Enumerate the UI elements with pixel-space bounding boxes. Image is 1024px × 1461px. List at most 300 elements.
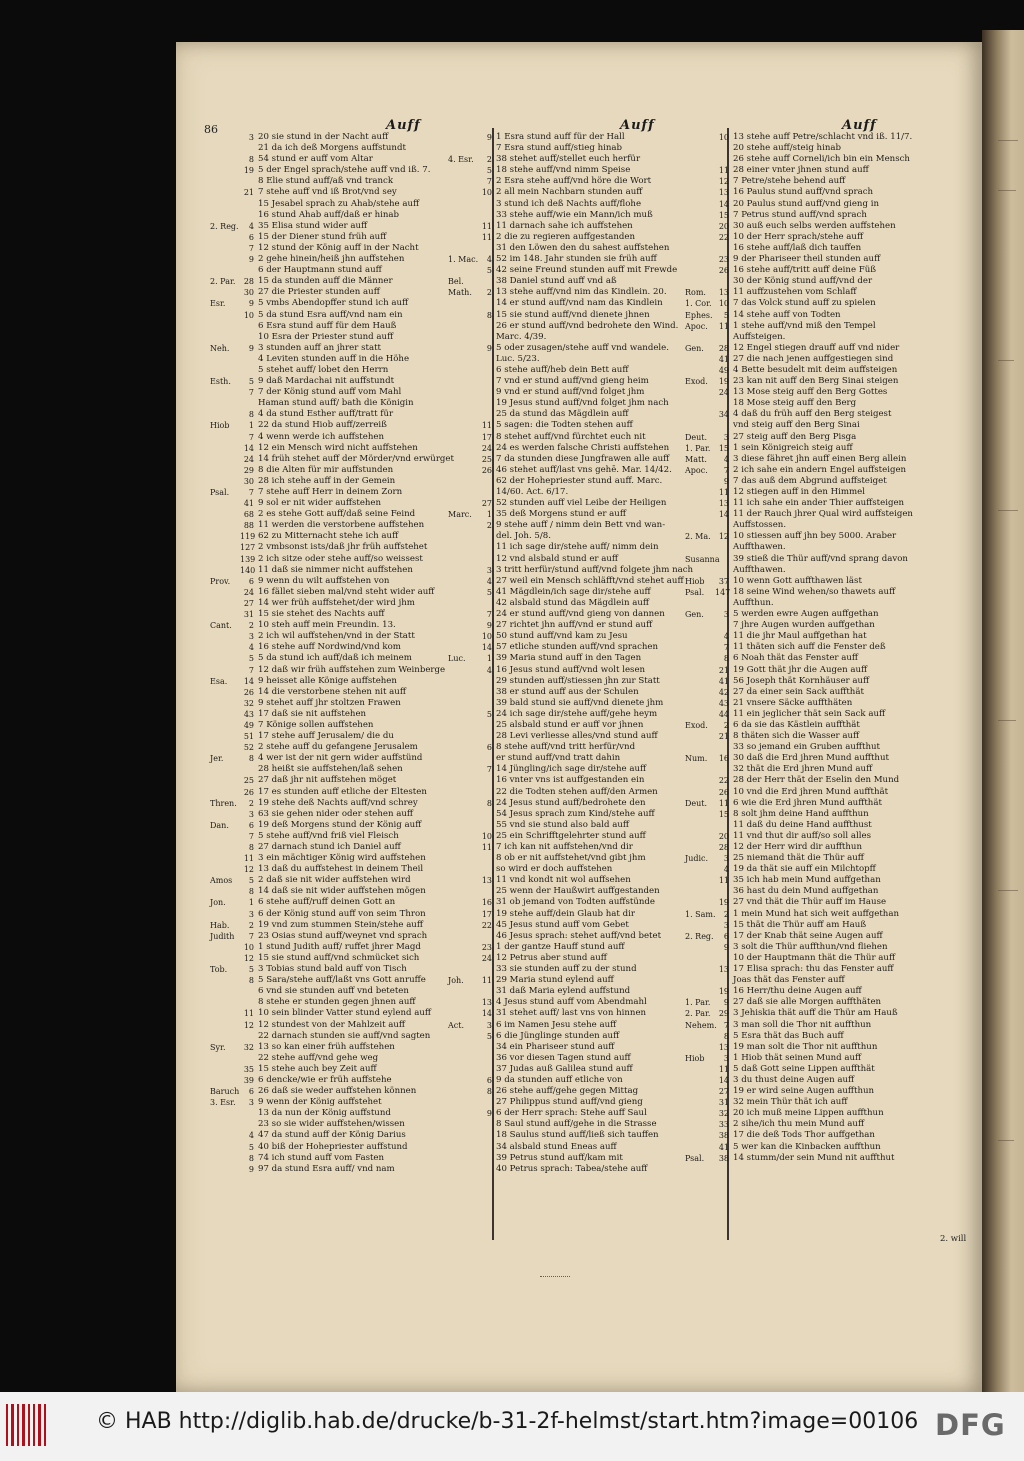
book-reference: 2. Ma. [685,532,711,542]
book-reference: 2. Par. [210,277,236,287]
entry-row [496,676,724,687]
entry-row [258,398,490,409]
book-reference: Gen. [685,610,704,620]
chapter-number: 15 [718,809,729,819]
chapter-number: 4 [723,865,729,875]
entry-row [733,520,979,531]
chapter-number: 8 [248,754,254,764]
book-reference: Psal. [210,488,230,497]
entry-text: 6 stehe auff/ruff deinen Gott an [258,897,396,908]
entry-text: del. Joh. 5/8. [496,531,551,542]
entry-text: 17 Elisa sprach: thu das Fenster auff [733,964,894,975]
entry-text: 2 Esra stehe auff/vnd höre die Wort [496,176,652,187]
concordance-column-3 [685,132,979,1164]
book-reference: Jon. [210,898,226,908]
entry-text: 29 stunden auff/stiessen jhn zur Statt [496,675,660,686]
entry-row [486,1074,724,1086]
entry-row [248,1163,490,1175]
chapter-number: 68 [243,510,254,520]
entry-row [718,487,979,498]
entry-text: 6 wie die Erd jhren Mund auffthät [733,797,882,808]
entry-row [210,620,490,631]
book-reference: Amos [210,876,233,886]
entry-row [448,154,724,165]
book-reference: Rom. [685,288,706,298]
chapter-number: 147 [715,587,731,597]
entry-row [733,620,979,631]
entry-row [718,708,979,720]
chapter-number: 11 [481,421,492,431]
entry-row [723,653,979,664]
entry-row [718,664,979,676]
entry-row [243,786,490,798]
chapter-number: 3 [723,1053,729,1063]
entry-text: 15 der Diener stund früh auff [258,231,387,242]
entry-text: 3 Tobias stund bald auff von Tisch [258,964,407,975]
entry-text: 42 alsbald stund das Mägdlein auff [496,597,650,608]
entry-row [685,908,979,920]
chapter-number: 10 [718,133,729,142]
entry-text: 6 der König stund auff von seim Thron [258,908,426,919]
entry-row [718,509,979,520]
entry-text: 8 stehet auff/vnd fürchtet euch nit [496,431,646,442]
entry-row [248,642,490,653]
viewer-footer [0,1392,1024,1461]
entry-row [243,475,490,487]
chapter-number: 2 [486,155,492,165]
entry-row [496,1130,724,1141]
chapter-number: 21 [718,665,729,675]
entry-text: 34 alsbald stund Eneas auff [496,1141,617,1152]
entry-row [258,1053,490,1064]
chapter-number: 34 [718,410,729,420]
entry-row [481,875,724,886]
chapter-number: 3 [248,1098,254,1108]
chapter-number: 28 [718,343,729,353]
entry-text: 39 bald stund sie auff/vnd dienete jhm [496,697,664,708]
chapter-number: 17 [481,432,492,442]
dfg-logo: DFG [935,1408,1006,1442]
entry-text: 3 man soll die Thor nit auffthun [733,1019,872,1030]
chapter-number: 22 [481,920,492,930]
entry-row [481,952,724,964]
book-reference: Syr. [210,1042,226,1052]
entry-row [486,708,724,720]
entry-text: 20 stehe auff/steig hinab [733,143,842,154]
entry-row [718,1063,979,1075]
chapter-number: 6 [248,576,254,586]
entry-row [685,309,979,321]
entry-row [733,276,979,287]
chapter-number: 12 [718,177,729,187]
entry-row [210,298,490,309]
entry-text: 17 der Knab thät seine Augen auff [733,930,883,941]
entry-text: 5 stehe auff/vnd friß viel Fleisch [258,830,399,841]
book-reference: Ephes. [685,310,713,320]
entry-text: 27 steig auff den Berg Pisga [733,431,857,442]
chapter-number: 38 [718,1131,729,1141]
chapter-number: 5 [486,709,492,719]
chapter-number: 14 [243,676,254,686]
chapter-number: 39 [243,1075,254,1085]
entry-row [685,320,979,332]
entry-row [718,830,979,842]
entry-row [685,930,979,942]
chapter-number: 41 [718,1142,729,1152]
entry-text: 3 du thust deine Augen auff [733,1074,855,1085]
book-reference: 1. Sam. [685,909,716,919]
chapter-number: 42 [718,687,729,697]
entry-text: 10 der Hauptmann thät die Thür auff [733,952,896,963]
entry-row [718,165,979,176]
entry-row [481,220,724,232]
entry-text: 8 stehe auff/vnd tritt herfür/vnd [496,742,636,753]
entry-text: 2 ich sitze oder stehe auff/so weissest [258,553,423,564]
entry-row [718,198,979,210]
chapter-number: 21 [243,188,254,198]
entry-text: 5 der Engel sprach/stehe auff vnd iß. 7. [258,165,431,176]
entry-text: 14 Jüngling/ich sage dir/stehe auff [496,764,647,775]
chapter-number: 10 [481,831,492,841]
entry-text: 25 alsbald stund er auff vor jhnen [496,719,644,730]
entry-text: 27 darnach stund ich Daniel auff [258,842,401,852]
chapter-number: 4 [486,665,492,675]
entry-row [258,1119,490,1130]
chapter-number: 127 [240,543,256,553]
entry-text: 16 stehe auff/laß dich tauffen [733,242,862,253]
entry-text: 63 sie gehen nider oder stehen auff [258,808,414,819]
entry-row [243,686,490,698]
entry-row [243,464,490,476]
book-reference: Hab. [210,920,230,930]
book-reference: Gen. [685,343,704,353]
entry-text: 11 daß du deine Hand auffthust [733,819,872,830]
entry-text: 54 Jesus sprach zum Kind/stehe auff [496,808,655,819]
book-reference: 2. Reg. [685,931,714,941]
entry-text: 29 Maria stund eylend auff [496,975,614,986]
entry-text: 13 da nun der König auffstund [258,1108,391,1119]
entry-row [243,952,490,964]
entry-text: 6 Esra stund auff für dem Hauß [258,320,397,331]
entry-row [496,354,724,365]
entry-text: 6 der Herr sprach: Stehe auff Saul [496,1108,647,1119]
entry-row [718,731,979,742]
entry-row [496,698,724,709]
entry-text: 7 das Volck stund auff zu spielen [733,298,876,309]
entry-text: 62 zu Mitternacht stehe ich auff [258,531,399,542]
chapter-number: 30 [243,288,254,298]
chapter-number: 6 [486,743,492,753]
entry-row [243,498,490,509]
chapter-number: 16 [718,754,729,764]
entry-row [210,575,490,587]
chapter-number: 35 [243,1064,254,1074]
entry-text: 14 stumm/der sein Mund nit auffthut [733,1152,895,1163]
entry-row [496,1097,724,1108]
entry-text: Luc. 5/23. [496,353,540,364]
entry-row [733,975,979,986]
chapter-number: 22 [718,776,729,786]
chapter-number: 8 [248,410,254,420]
entry-text: 24 Jesus stund auff/bedrohete den [496,797,646,808]
entry-row [733,143,979,154]
page-number: 86 [204,123,218,136]
entry-text: 7 ich kan nit auffstehen/vnd dir [496,842,633,852]
entry-row [243,1008,490,1019]
entry-text: 12 Petrus aber stund auff [496,952,607,963]
entry-text: 15 sie stund auff/vnd schmücket sich [258,952,420,963]
chapter-number: 23 [481,942,492,952]
chapter-number: 49 [243,720,254,730]
entry-text: 3 ein mächtiger König wird auffstehen [258,853,426,864]
entry-row [248,886,490,897]
entry-row [496,820,724,831]
entry-text: 28 einer vnter jhnen stund auff [733,165,869,176]
chapter-number: 9 [486,343,492,353]
entry-text: 11 auffzustehen vom Schlaff [733,287,857,298]
entry-row [258,199,490,210]
entry-row [685,719,979,731]
entry-text: 2 sihe/ich thu mein Mund auff [733,1119,865,1130]
entry-text: 36 hast du dein Mund auffgethan [733,886,879,897]
chapter-number: 2 [486,288,492,298]
entry-row [496,332,724,343]
chapter-number: 3 [723,610,729,620]
chapter-number: 7 [723,465,729,475]
entry-text: 31 daß Maria eylend auffstund [496,986,631,997]
entry-row [718,775,979,786]
chapter-number: 8 [248,976,254,986]
entry-text: 19 stehe auff/dein Glaub hat dir [496,908,635,919]
chapter-number: 5 [486,266,492,276]
entry-text: 39 Maria stund auff in den Tagen [496,653,642,664]
book-reference: 4. Esr. [448,155,474,165]
entry-row [486,176,724,187]
entry-text: 19 Gott thät jhr die Augen auff [733,664,868,675]
entry-row [496,809,724,820]
chapter-number: 28 [243,277,254,287]
chapter-number: 41 [718,354,729,364]
column-header-1: Auff [386,118,421,133]
entry-row [718,1097,979,1108]
entry-row [685,298,979,309]
chapter-number: 29 [243,465,254,475]
chapter-number: 10 [481,188,492,198]
chapter-number: 31 [718,1098,729,1108]
chapter-number: 52 [243,743,254,753]
entry-row [210,919,490,931]
entry-text: 5 vmbs Abendopffer stund ich auff [258,298,409,309]
entry-text: 6 die Jünglinge stunden auff [496,1030,620,1041]
entry-text: 21 da ich deß Morgens auffstundt [258,143,406,154]
entry-text: 16 Paulus stund auff/vnd sprach [733,187,874,198]
entry-text: er stund auff/vnd tratt dahin [496,753,621,764]
entry-row [718,176,979,187]
chapter-number: 11 [243,1009,254,1019]
chapter-number: 140 [240,565,256,575]
entry-row [723,941,979,953]
entry-row [481,642,724,653]
entry-row [718,1130,979,1141]
entry-text: 17 es stunden auff etliche der Eltesten [258,786,427,797]
entry-row [448,653,724,664]
book-reference: Marc. [448,510,472,520]
entry-text: 45 Jesus stund auff vom Gebet [496,919,629,930]
entry-text: 13 Mose steig auff den Berg Gottes [733,387,888,398]
chapter-number: 3 [248,909,254,919]
entry-text: 38 Daniel stund auff vnd aß [496,276,617,287]
column-rule-1 [492,128,494,1240]
chapter-number: 7 [248,665,254,675]
entry-text: 37 Judas auß Galilea stund auff [496,1063,633,1074]
entry-text: 20 Paulus stund auff/vnd gieng in [733,198,879,209]
chapter-number: 13 [718,188,729,198]
chapter-number: 11 [718,798,729,808]
chapter-number: 37 [718,576,729,586]
chapter-number: 11 [481,221,492,231]
chapter-number: 4 [723,632,729,642]
entry-row [486,1108,724,1119]
entry-row [718,1108,979,1119]
entry-row [685,609,979,620]
chapter-number: 19 [718,898,729,908]
entry-text: 33 so jemand ein Gruben auffthut [733,742,880,753]
book-reference: 2. Par. [685,1009,711,1019]
chapter-number: 2 [248,621,254,631]
chapter-number: 20 [718,221,729,231]
entry-row [258,986,490,997]
entry-text: 11 vnd thut dir auff/so soll alles [733,830,871,841]
book-reference: Num. [685,754,708,764]
entry-text: 52 im 148. Jahr stunden sie früh auff [496,254,657,265]
entry-text: 11 ich sahe ein ander Thier auffsteigen [733,498,905,509]
entry-row [248,1152,490,1164]
entry-row [258,332,490,343]
chapter-number: 43 [718,698,729,708]
entry-text: 2 ich wil auffstehen/vnd in der Statt [258,631,415,642]
chapter-number: 44 [718,709,729,719]
chapter-number: 24 [243,587,254,597]
entry-text: 27 da einer sein Sack auffthät [733,686,864,697]
entry-text: 11 darnach sahe ich auffstehen [496,220,633,231]
entry-text: 1 Hiob thät seinen Mund auff [733,1052,862,1063]
entry-text: 3 diese fähret jhn auff einen Berg allein [733,453,907,464]
entry-text: 22 darnach stunden sie auff/vnd sagten [258,1030,431,1041]
entry-text: 39 Petrus stund auff/kam mit [496,1152,623,1163]
entry-text: 35 Elisa stund wider auff [258,220,368,231]
entry-text: 50 stund auff/vnd kam zu Jesu [496,631,628,642]
entry-text: 28 heißt sie auffstehen/laß sehen [258,764,403,775]
entry-text: 16 stehe auff/tritt auff deine Füß [733,265,876,276]
chapter-number: 29 [718,1009,729,1019]
entry-row [496,210,724,221]
entry-text: 19 er wird seine Augen auffthun [733,1086,875,1097]
chapter-number: 10 [718,299,729,309]
entry-row [243,1074,490,1086]
entry-row [243,597,490,609]
chapter-number: 14 [718,1075,729,1085]
entry-row [496,687,724,698]
entry-row [240,564,490,576]
entry-row [685,1152,979,1164]
entry-text: 30 daß die Erd jhren Mund auffthut [733,753,889,764]
entry-text: 6 vnd sie stunden auff vnd beteten [258,986,409,997]
entry-text: 14 früh stehet auff der Mörder/vnd erwürget [258,453,454,464]
entry-text: 10 stiessen auff jhn bey 5000. Araber [733,531,897,542]
entry-text: 27 weil ein Mensch schläfft/vnd stehet auff [496,575,684,586]
entry-text: 7 stehe auff Herr in deinem Zorn [258,487,403,497]
entry-row [243,586,490,598]
entry-text: 16 Jesus stund auff/vnd wolt lesen [496,664,646,675]
entry-row [210,797,490,809]
entry-row [718,1086,979,1097]
entry-row [481,231,724,243]
chapter-number: 8 [248,1153,254,1163]
entry-row [248,631,490,642]
entry-text: 47 da stund auff der König Darius [258,1130,406,1141]
entry-text: 13 stehe auff Petre/schlacht vnd iß. 11/7. [733,132,913,142]
entry-row [243,187,490,198]
book-reference: Psal. [685,1153,705,1163]
entry-row [210,1097,490,1108]
book-reference: Baruch [210,1087,240,1097]
entry-text: 11 werden die verstorbene auffstehen [258,520,425,531]
chapter-number: 3 [248,809,254,819]
entry-text: 12 stundest von der Mahlzeit auff [258,1019,406,1030]
chapter-number: 13 [481,998,492,1008]
entry-row [496,487,724,498]
book-reference: 3. Esr. [210,1098,236,1108]
entry-text: 24 ich sage dir/stehe auff/gehe heym [496,708,658,719]
entry-text: 8 stehe er stunden gegen jhnen auff [258,997,416,1008]
entry-text: 17 stehe auff Jerusalem/ die du [258,731,394,742]
entry-row [258,365,490,376]
entry-row [210,376,490,387]
entry-text: 62 der Hohepriester stund auff. Marc. [496,475,663,486]
chapter-number: 3 [248,133,254,142]
entry-row [243,609,490,620]
entry-row [496,1142,724,1153]
entry-text: 41 Mägdlein/ich sage dir/stehe auff [496,586,651,597]
entry-row [733,886,979,897]
hab-logo-icon [6,1404,46,1446]
chapter-number: 3 [723,854,729,864]
entry-row [718,842,979,853]
entry-text: 26 daß sie weder auffstehen können [258,1086,417,1097]
entry-row [685,997,979,1008]
entry-row [718,132,979,143]
chapter-number: 11 [718,488,729,497]
entry-text: 40 biß der Hohepriester auffstund [258,1141,408,1152]
entry-text: 20 ich muß meine Lippen auffthun [733,1108,884,1119]
entry-text: 16 stund Ahab auff/daß er hinab [258,209,400,220]
chapter-number: 51 [243,732,254,742]
entry-text: 18 stehe auff/vnd nimm Speise [496,165,631,176]
entry-row [718,897,979,908]
entry-text: 23 kan nit auff den Berg Sinai steigen [733,376,899,387]
entry-row [210,1041,490,1053]
chapter-number: 88 [243,521,254,531]
chapter-number: 15 [718,210,729,220]
chapter-number: 7 [486,765,492,775]
chapter-number: 7 [486,610,492,620]
entry-row [248,409,490,420]
chapter-number: 7 [248,831,254,841]
source-url[interactable]: © HAB http://diglib.hab.de/drucke/b-31-2f-helmst/start.htm?image=00106 [96,1409,919,1434]
entry-row [723,919,979,931]
entry-text: 9 stehe auff / nimm dein Bett vnd wan- [496,520,666,531]
entry-text: 3 Jehiskia thät auff die Thür am Hauß [733,1008,898,1019]
